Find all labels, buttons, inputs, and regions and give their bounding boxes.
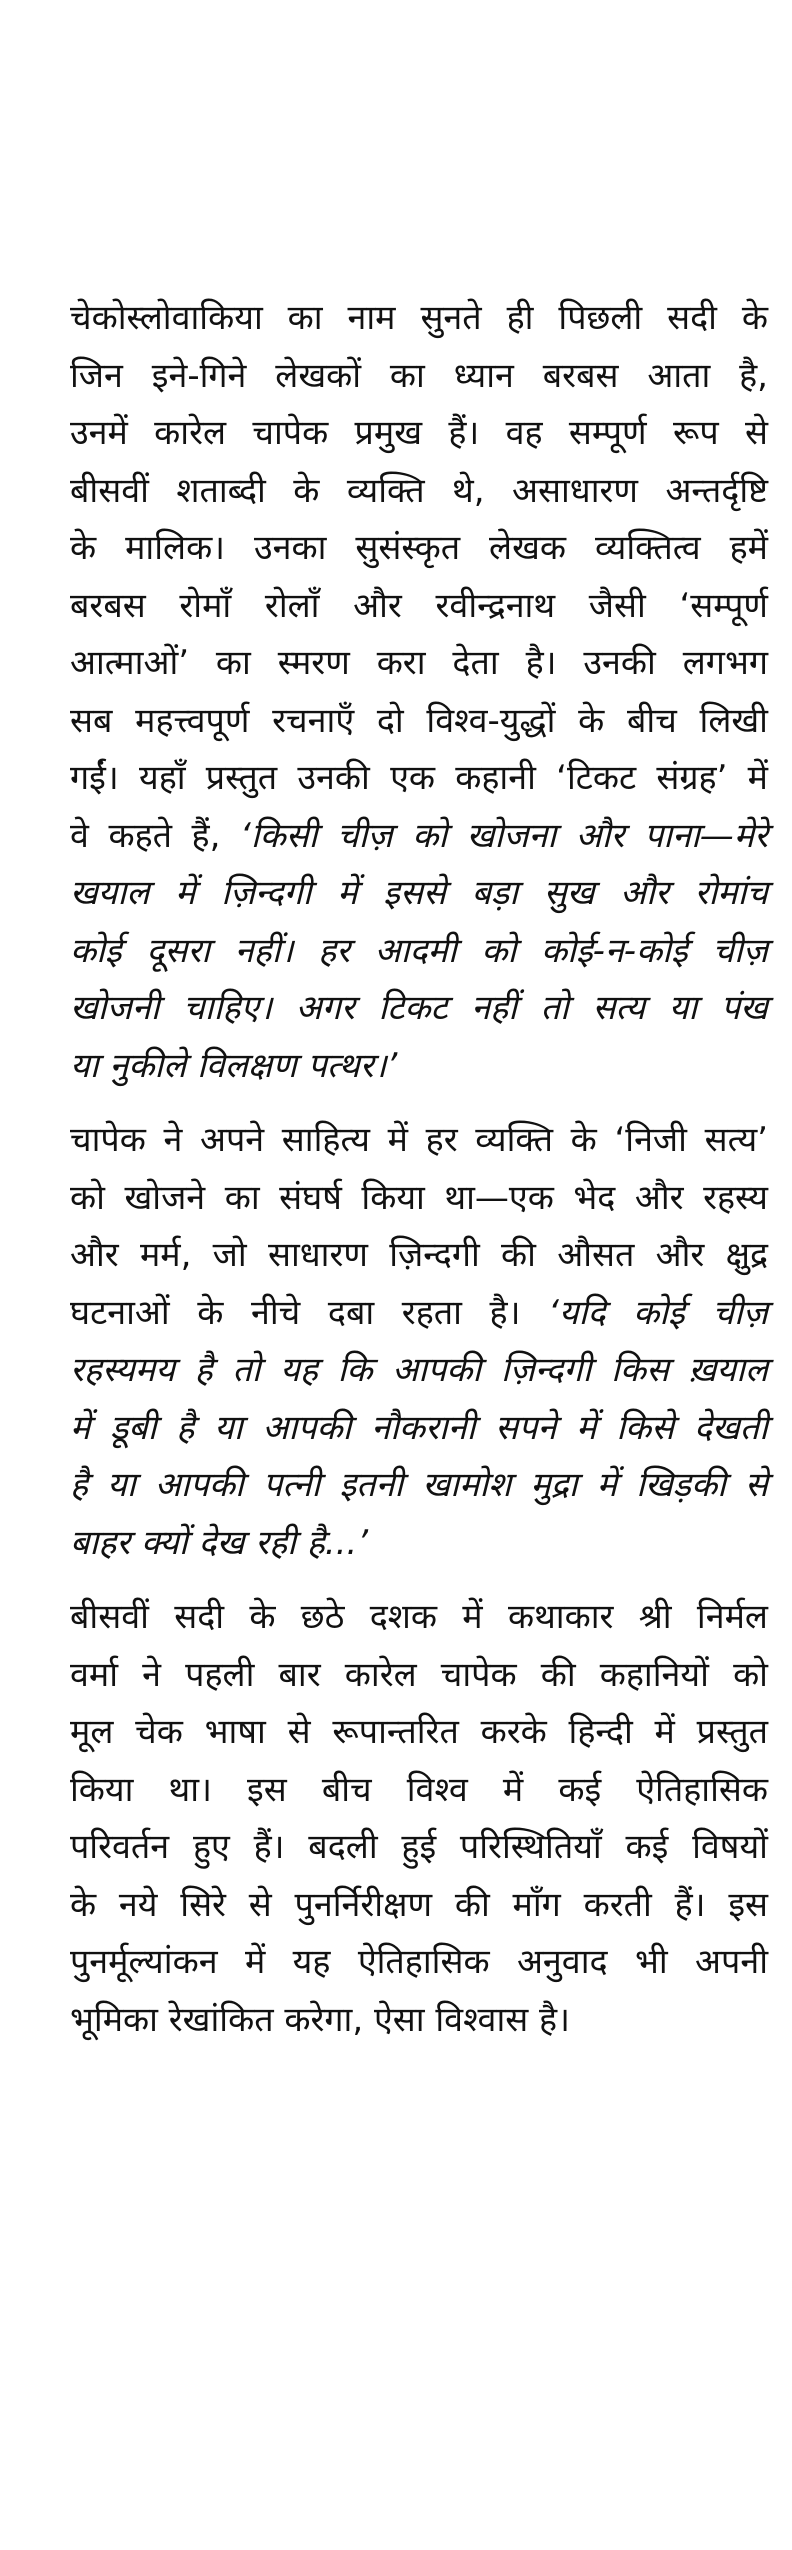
- text-line: [70, 1934, 768, 1992]
- text-line: [70, 1342, 768, 1400]
- text-line: [70, 578, 768, 636]
- body-text: के नये सिरे से पुनर्निरीक्षण की माँग करती हैं। इस: [70, 1884, 768, 1925]
- body-text: बीसवीं शताब्दी के व्यक्ति थे, असाधारण अन्तर्दृष्टि: [70, 470, 768, 511]
- paragraph: [70, 1112, 768, 1572]
- text-line: [70, 290, 768, 348]
- body-text: पुनर्मूल्यांकन में यह ऐतिहासिक अनुवाद भी अपनी: [70, 1942, 768, 1982]
- body-text: चेकोस्लोवाकिया का नाम सुनते ही पिछली सदी के: [70, 298, 768, 338]
- quoted-italic-text: में डूबी है या आपकी नौकरानी सपने में किसे देखती: [70, 1407, 768, 1448]
- body-text: घटनाओं के नीचे दबा रहता है।: [70, 1292, 549, 1333]
- body-text: वर्मा ने पहली बार कारेल चापेक की कहानियों को: [70, 1654, 768, 1695]
- text-line: [70, 1704, 768, 1762]
- text-line: [70, 1877, 768, 1935]
- text-line: [70, 635, 768, 693]
- quoted-italic-text: खयाल में ज़िन्दगी में इससे बड़ा सुख और रोमांच: [70, 873, 768, 913]
- body-text: उनमें कारेल चापेक प्रमुख हैं। वह सम्पूर्ण रूप से: [70, 413, 768, 453]
- paragraph: [70, 290, 768, 1095]
- quoted-italic-text: खोजनी चाहिए। अगर टिकट नहीं तो सत्य या पंख: [70, 988, 768, 1028]
- body-text: वे कहते हैं,: [70, 815, 240, 856]
- body-text: मूल चेक भाषा से रूपान्तरित करके हिन्दी में प्रस्तुत: [70, 1712, 768, 1752]
- text-line: [70, 1819, 768, 1877]
- text-line: [70, 1170, 768, 1228]
- body-text: जिन इने-गिने लेखकों का ध्यान बरबस आता है,: [70, 355, 768, 396]
- paragraph: [70, 1589, 768, 2049]
- text-line: [70, 808, 768, 866]
- text-line: [70, 520, 768, 578]
- quoted-italic-text: ‘यदि कोई चीज़: [548, 1292, 768, 1333]
- body-text: भूमिका रेखांकित करेगा, ऐसा विश्वास है।: [70, 1999, 570, 2040]
- body-text: बरबस रोमाँ रोलाँ और रवीन्द्रनाथ जैसी ‘सम्पूर्ण: [70, 585, 768, 626]
- text-line: [70, 1285, 768, 1343]
- text-line: [70, 865, 768, 923]
- text-line: [70, 1112, 768, 1170]
- body-text: आत्माओं’ का स्मरण करा देता है। उनकी लगभग: [70, 643, 768, 683]
- text-line: [70, 923, 768, 981]
- quoted-italic-text: रहस्यमय है तो यह कि आपकी ज़िन्दगी किस ख़याल: [70, 1350, 768, 1390]
- text-line: [70, 980, 768, 1038]
- text-line: [70, 1457, 768, 1515]
- text-line: [70, 1515, 768, 1573]
- text-line: [70, 693, 768, 751]
- quoted-italic-text: कोई दूसरा नहीं। हर आदमी को कोई-न-कोई चीज़: [70, 930, 768, 971]
- quoted-italic-text: ‘किसी चीज़ को खोजना और पाना—मेरे: [239, 815, 769, 856]
- body-text: सब महत्त्वपूर्ण रचनाएँ दो विश्व-युद्धों के बीच लिखी: [70, 700, 768, 741]
- text-line: [70, 348, 768, 406]
- body-text: चापेक ने अपने साहित्य में हर व्यक्ति के ‘निजी सत्य’: [70, 1120, 768, 1160]
- text-line: [70, 1992, 768, 2050]
- book-page-text: [70, 290, 768, 2049]
- body-text: गईं। यहाँ प्रस्तुत उनकी एक कहानी ‘टिकट संग्रह’ में: [70, 758, 768, 798]
- text-line: [70, 1400, 768, 1458]
- text-line: [70, 1227, 768, 1285]
- text-line: [70, 750, 768, 808]
- text-line: [70, 405, 768, 463]
- body-text: परिवर्तन हुए हैं। बदली हुई परिस्थितियाँ कई विषयों: [70, 1827, 768, 1867]
- body-text: किया था। इस बीच विश्व में कई ऐतिहासिक: [70, 1769, 768, 1810]
- quoted-italic-text: है या आपकी पत्नी इतनी खामोश मुद्रा में खिड़की से: [70, 1465, 768, 1505]
- text-line: [70, 1038, 768, 1096]
- body-text: के मालिक। उनका सुसंस्कृत लेखक व्यक्तित्व हमें: [70, 528, 768, 568]
- text-line: [70, 463, 768, 521]
- text-line: [70, 1762, 768, 1820]
- text-line: [70, 1589, 768, 1647]
- text-line: [70, 1647, 768, 1705]
- quoted-italic-text: या नुकीले विलक्षण पत्थर।’: [70, 1045, 398, 1086]
- body-text: को खोजने का संघर्ष किया था—एक भेद और रहस्य: [70, 1177, 768, 1218]
- quoted-italic-text: बाहर क्यों देख रही है...’: [70, 1522, 369, 1563]
- body-text: बीसवीं सदी के छठे दशक में कथाकार श्री निर्मल: [70, 1597, 768, 1637]
- body-text: और मर्म, जो साधारण ज़िन्दगी की औसत और क्षुद्र: [70, 1235, 768, 1275]
